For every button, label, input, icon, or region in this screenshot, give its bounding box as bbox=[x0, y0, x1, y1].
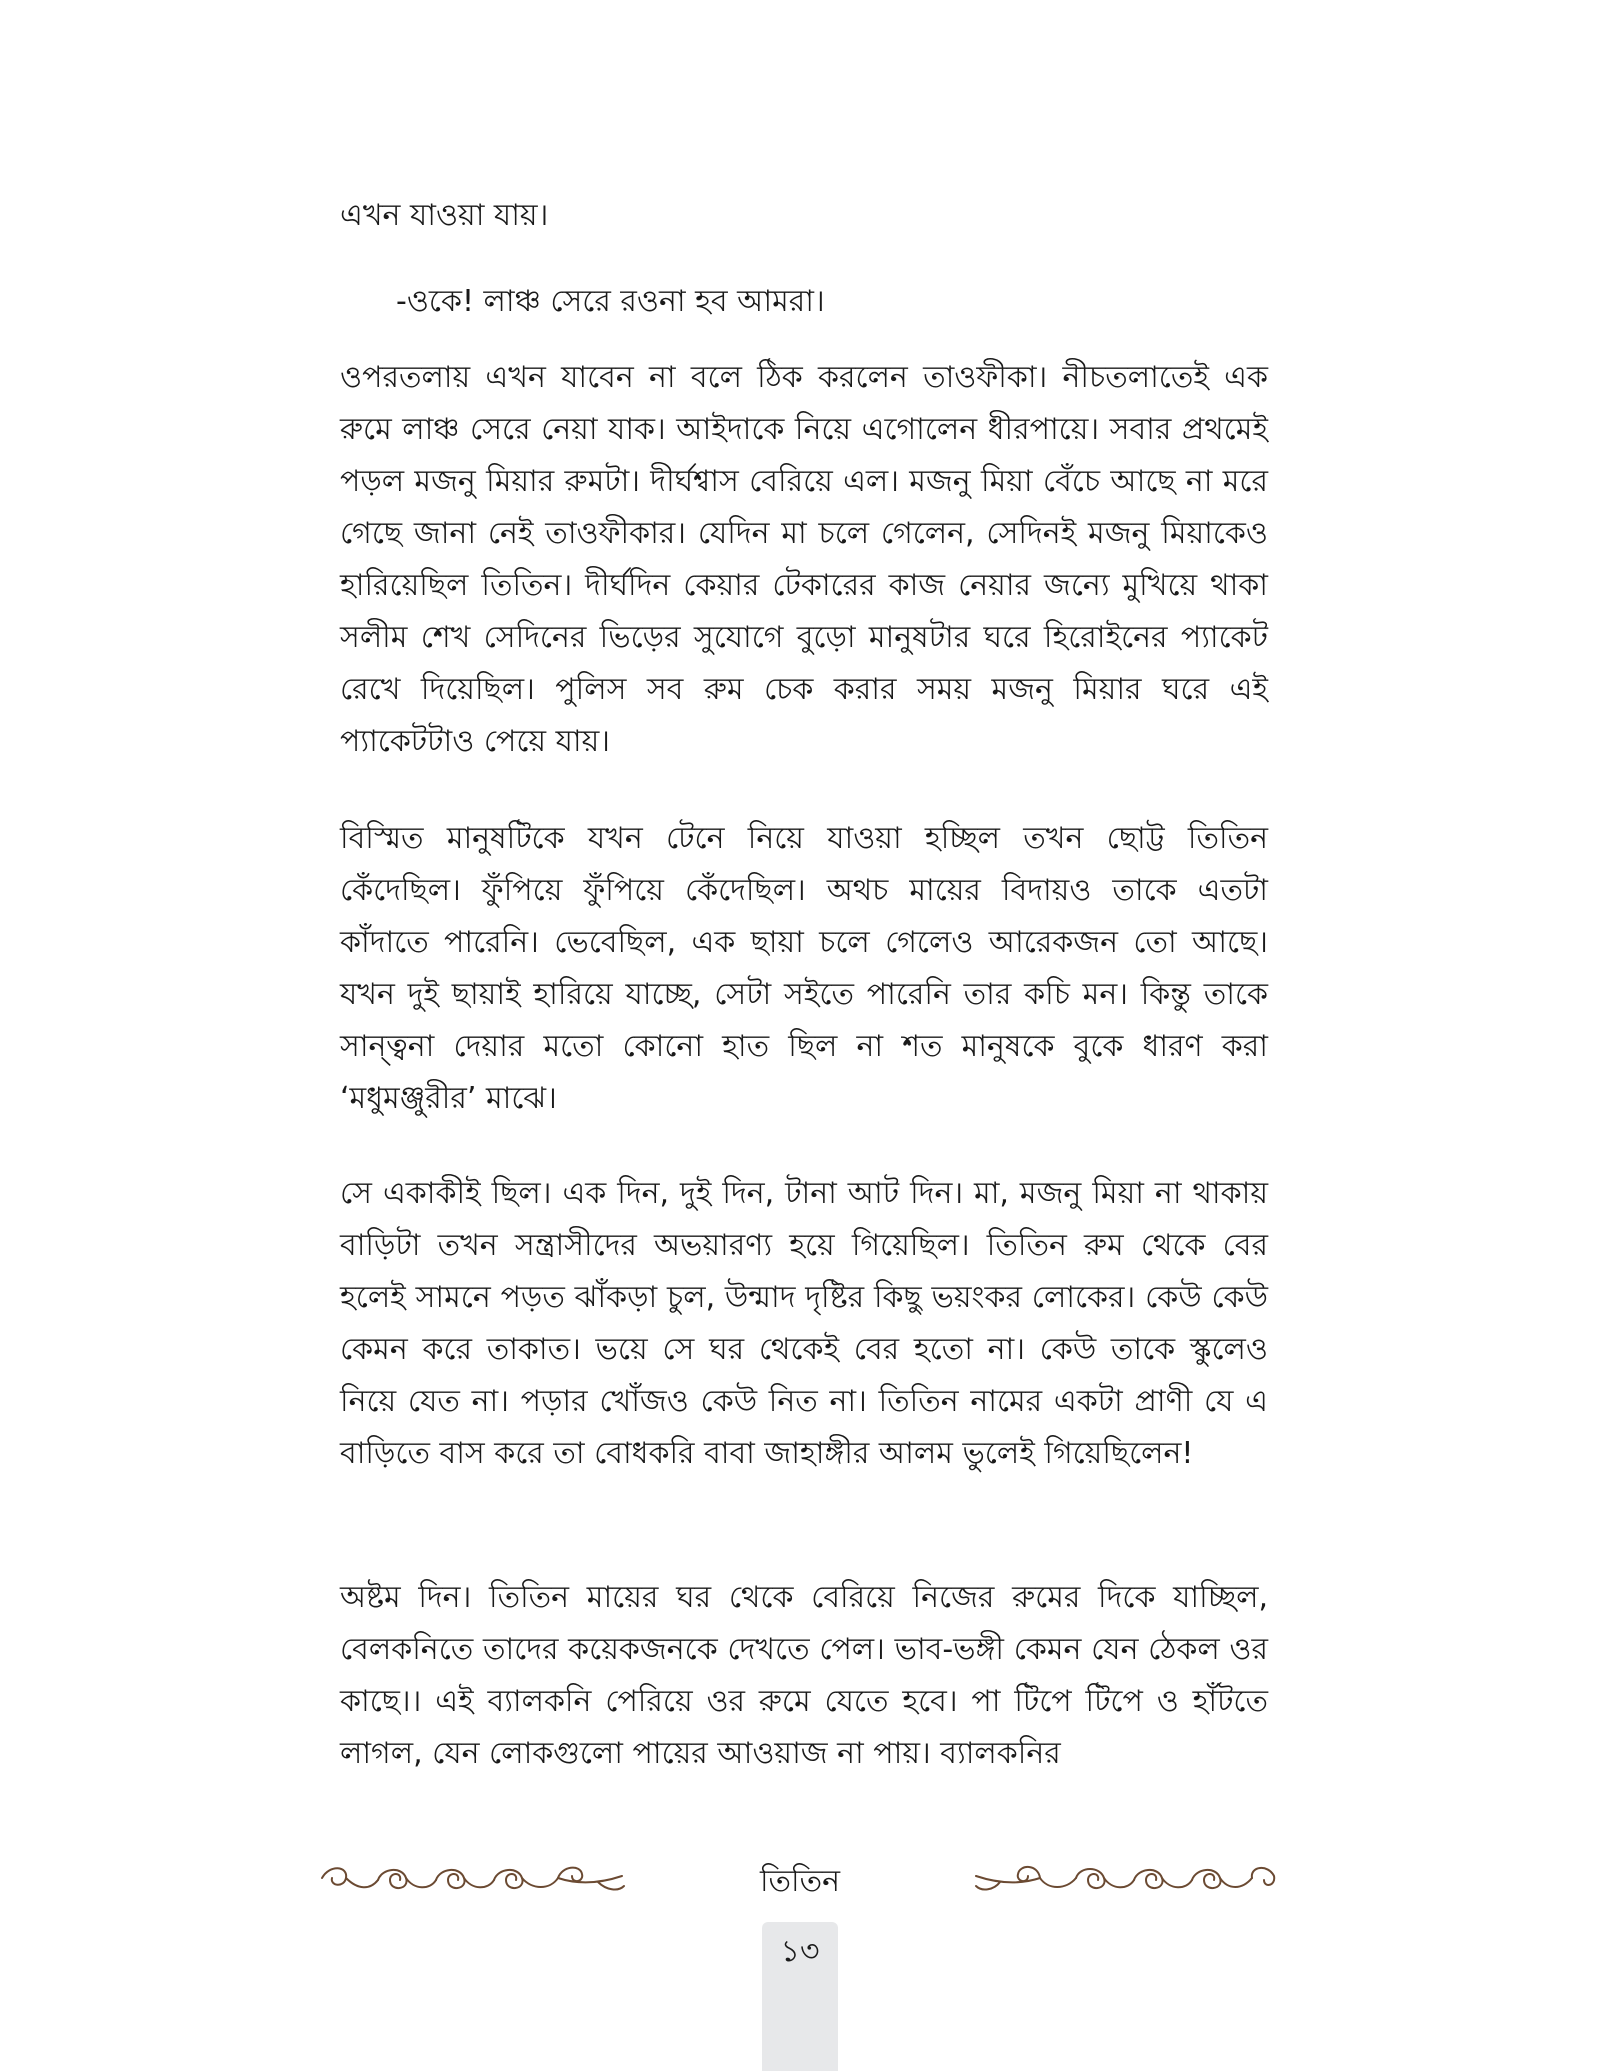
running-title: তিতিন bbox=[759, 1864, 841, 1899]
paragraph-1: এখন যাওয়া যায়। bbox=[340, 198, 549, 233]
left-ornament-flourish-icon bbox=[318, 1854, 628, 1900]
paragraph-5: অষ্টম দিন। তিতিন মায়ের ঘর থেকে বেরিয়ে নিজের রুমের দিকে যাচ্ছিল, বেলকনিতে তাদের কয়েকজনকে দেখতে পেল। ভাব-ভঙ্গী কেমন যেন ঠেকল ওর কাছে।। এই ব্যালকনি পেরিয়ে ওর রুমে যেতে হবে। পা টিপে টিপে ও হাঁটতে লাগল, যেন লোকগুলো পায়ের আওয়াজ না পায়। ব্যালকনির bbox=[340, 1580, 1268, 1771]
paragraph-4: সে একাকীই ছিল। এক দিন, দুই দিন, টানা আট দিন। মা, মজনু মিয়া না থাকায় বাড়িটা তখন সন্ত্রাসীদের অভয়ারণ্য হয়ে গিয়েছিল। তিতিন রুম থেকে বের হলেই সামনে পড়ত ঝাঁকড়া চুল, উন্মাদ দৃষ্টির কিছু ভয়ংকর লোকের। কেউ কেউ কেমন করে তাকাত। ভয়ে সে ঘর থেকেই বের হতো না। কেউ তাকে স্কুলেও নিয়ে যেত না। পড়ার খোঁজও কেউ নিত না। তিতিন নামের একটা প্রাণী যে এ বাড়িতে বাস করে তা বোধকরি বাবা জাহাঙ্গীর আলম ভুলেই গিয়েছিলেন! bbox=[340, 1176, 1268, 1471]
paragraph-2: ওপরতলায় এখন যাবেন না বলে ঠিক করলেন তাওফীকা। নীচতলাতেই এক রুমে লাঞ্চ সেরে নেয়া যাক। আইদাকে নিয়ে এগোলেন ধীরপায়ে। সবার প্রথমেই পড়ল মজনু মিয়ার রুমটা। দীর্ঘশ্বাস বেরিয়ে এল। মজনু মিয়া বেঁচে আছে না মরে গেছে জানা নেই তাওফীকার। যেদিন মা চলে গেলেন, সেদিনই মজনু মিয়াকেও হারিয়েছিল তিতিন। দীর্ঘদিন কেয়ার টেকারের কাজ নেয়ার জন্যে মুখিয়ে থাকা সলীম শেখ সেদিনের ভিড়ের সুযোগে বুড়ো মানুষটার ঘরে হিরোইনের প্যাকেট রেখে দিয়েছিল। পুলিস সব রুম চেক করার সময় মজনু মিয়ার ঘরে এই প্যাকেটটাও পেয়ে যায়। bbox=[340, 360, 1268, 759]
right-ornament-flourish-icon bbox=[970, 1854, 1280, 1900]
dialogue-line: -ওকে! লাঞ্চ সেরে রওনা হব আমরা। bbox=[396, 284, 825, 319]
page-number: ১৩ bbox=[780, 1934, 820, 1969]
paragraph-3: বিস্মিত মানুষটিকে যখন টেনে নিয়ে যাওয়া হচ্ছিল তখন ছোট্ট তিতিন কেঁদেছিল। ফুঁপিয়ে ফুঁপিয়ে কেঁদেছিল। অথচ মায়ের বিদায়ও তাকে এতটা কাঁদাতে পারেনি। ভেবেছিল, এক ছায়া চলে গেলেও আরেকজন তো আছে। যখন দুই ছায়াই হারিয়ে যাচ্ছে, সেটা সইতে পারেনি তার কচি মন। কিন্তু তাকে সান্ত্বনা দেয়ার মতো কোনো হাত ছিল না শত মানুষকে বুকে ধারণ করা ‘মধুমঞ্জুরীর’ মাঝে। bbox=[340, 821, 1268, 1116]
